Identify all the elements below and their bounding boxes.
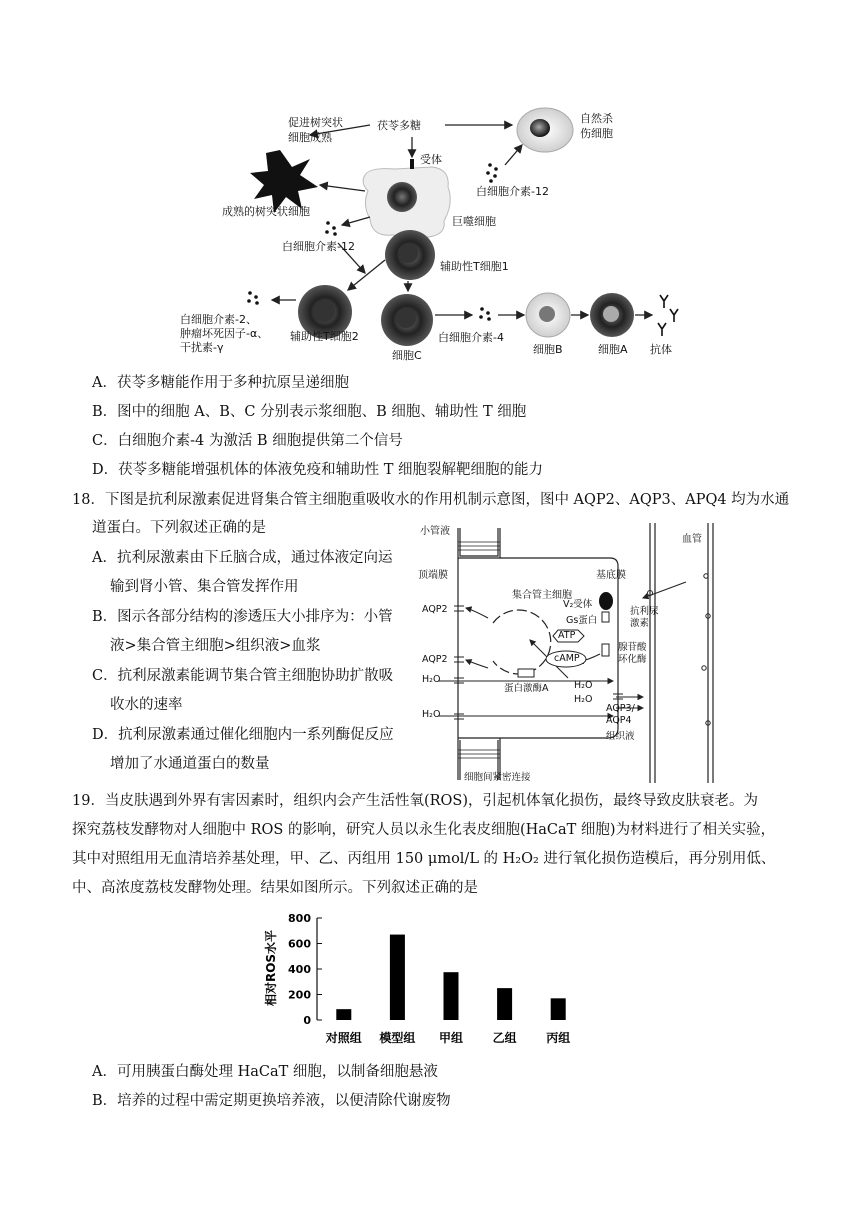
antibody-icons — [658, 295, 678, 336]
ros-chart-svg — [255, 908, 595, 1048]
category-label: 乙组 — [492, 1031, 517, 1045]
adenylate-cyclase — [602, 644, 609, 656]
bar-1 — [390, 935, 405, 1020]
fig-tight: 细胞间紧密连接 — [464, 772, 531, 783]
category-label: 丙组 — [546, 1031, 571, 1045]
label-cell-c: 细胞C — [392, 349, 422, 362]
bar-0 — [336, 1009, 351, 1020]
q18-option-b-l2: 液>集合管主细胞>组织液>血浆 — [110, 638, 321, 654]
bar-4 — [551, 998, 566, 1020]
y-tick-label: 800 — [288, 912, 311, 925]
q19-stem-line1: 19．当皮肤遇到外界有害因素时，组织内会产生活性氧(ROS)，引起机体氧化损伤，最终导致皮肤衰老。为 — [72, 793, 758, 809]
q18-stem-line2: 道蛋白。下列叙述正确的是 — [92, 520, 266, 536]
category-label: 对照组 — [325, 1031, 362, 1045]
label-mature-dc: 成熟的树突状细胞 — [222, 205, 310, 218]
fig-pka: 蛋白激酶A — [504, 683, 549, 694]
gs-protein — [602, 612, 609, 622]
fig-apical: 顶端膜 — [418, 570, 448, 581]
category-label: 模型组 — [379, 1031, 416, 1045]
y-tick-label: 400 — [288, 963, 311, 976]
q19-stem-line3: 其中对照组用无血清培养基处理，甲、乙、丙组用 150 μmol/L 的 H₂O₂ 进行氧化损伤造模后，再分别用低、 — [72, 851, 776, 867]
label-antibody: 抗体 — [650, 343, 672, 356]
label-cell-b: 细胞B — [533, 343, 563, 356]
fig-tubule-fluid: 小管液 — [420, 526, 450, 537]
fig-aqp2b: AQP2 — [422, 654, 448, 665]
label-il4: 白细胞介素-4 — [438, 331, 504, 344]
fig-ac: 腺苷酸 环化酶 — [618, 642, 647, 665]
q18-option-d-l2: 增加了水通道蛋白的数量 — [110, 756, 270, 772]
kidney-diagram-svg — [418, 518, 736, 786]
fig-h2o-2: H₂O — [422, 709, 441, 720]
q17-option-d: D．茯苓多糖能增强机体的体液免疫和辅助性 T 细胞裂解靶细胞的能力 — [92, 462, 544, 478]
fig-h2o-1: H₂O — [422, 674, 441, 685]
fig-atp: ATP — [558, 630, 576, 641]
kidney-figure — [418, 518, 736, 786]
q18-option-c-l2: 收水的速率 — [110, 697, 183, 713]
fig-v2: V₂受体 — [563, 599, 593, 610]
fig-h2o-3: H₂O — [574, 680, 593, 691]
label-il12-right: 白细胞介素-12 — [476, 185, 549, 198]
fig-vessel: 血管 — [682, 534, 702, 545]
label-promote: 促进树突状 细胞成熟 — [288, 116, 343, 144]
q18-option-d-l1: D．抗利尿激素通过催化细胞内一系列酶促反应 — [92, 727, 394, 743]
fig-interstitial: 组织液 — [606, 731, 635, 742]
label-macrophage: 巨噬细胞 — [452, 215, 496, 228]
fig-basal: 基底膜 — [596, 570, 626, 581]
label-il12-left: 白细胞介素-12 — [282, 240, 355, 253]
chart-y-label: 相对ROS水平 — [264, 929, 278, 1007]
ros-chart — [255, 908, 595, 1048]
label-cell-a: 细胞A — [598, 343, 628, 356]
q18-option-a-l1: A．抗利尿激素由下丘脑合成，通过体液定向运 — [92, 550, 393, 566]
category-label: 甲组 — [438, 1031, 464, 1045]
fig-aqp2a: AQP2 — [422, 604, 448, 615]
q18-option-c-l1: C．抗利尿激素能调节集合管主细胞协助扩散吸 — [92, 668, 394, 684]
label-receptor: 受体 — [420, 153, 442, 166]
y-tick-label: 200 — [288, 988, 311, 1002]
bar-2 — [444, 972, 459, 1020]
fig-principal: 集合管主细胞 — [512, 590, 572, 601]
bar-3 — [497, 988, 512, 1020]
q18-option-a-l2: 输到肾小管、集合管发挥作用 — [110, 579, 299, 595]
v2-receptor — [599, 592, 613, 610]
y-tick-label: 600 — [288, 937, 311, 951]
y-tick-label: 0 — [303, 1014, 311, 1027]
fig-h2o-4: H₂O — [574, 694, 593, 705]
fig-camp: cAMP — [554, 653, 580, 664]
q17-option-b: B．图中的细胞 A、B、C 分别表示浆细胞、B 细胞、辅助性 T 细胞 — [92, 404, 527, 420]
fig-aqp34: AQP3/ AQP4 — [606, 703, 635, 726]
q19-stem-line4: 中、高浓度荔枝发酵物处理。结果如图所示。下列叙述正确的是 — [72, 880, 478, 896]
q17-option-a: A．茯苓多糖能作用于多种抗原呈递细胞 — [92, 375, 349, 391]
pka-shape — [518, 669, 534, 677]
q18-option-b-l1: B．图示各部分结构的渗透压大小排序为：小管 — [92, 609, 393, 625]
fig-gs: Gs蛋白 — [566, 615, 598, 626]
label-nk: 自然杀 伤细胞 — [580, 112, 613, 140]
q17-option-c: C．白细胞介素-4 为激活 B 细胞提供第二个信号 — [92, 433, 403, 449]
label-th1: 辅助性T细胞1 — [440, 260, 509, 273]
q19-stem-line2: 探究荔枝发酵物对人细胞中 ROS 的影响，研究人员以永生化表皮细胞(HaCaT 细胞)为材料进行了相关实验， — [72, 822, 776, 838]
q19-option-b: B．培养的过程中需定期更换培养液，以便清除代谢废物 — [92, 1093, 451, 1109]
immune-figure — [170, 95, 690, 365]
label-poria: 茯苓多糖 — [377, 119, 421, 132]
q18-stem-line1: 18．下图是抗利尿激素促进肾集合管主细胞重吸收水的作用机制示意图，图中 AQP2、AQP3、APQ4 均为水通 — [72, 492, 790, 508]
label-cytokines: 白细胞介素-2、 肿瘤坏死因子-α、 干扰素-γ — [180, 313, 269, 354]
label-th2: 辅助性T细胞2 — [290, 330, 359, 343]
receptor-mark — [410, 159, 414, 169]
fig-adh: 抗利尿 激素 — [630, 606, 659, 629]
q19-option-a: A．可用胰蛋白酶处理 HaCaT 细胞，以制备细胞悬液 — [92, 1064, 438, 1080]
